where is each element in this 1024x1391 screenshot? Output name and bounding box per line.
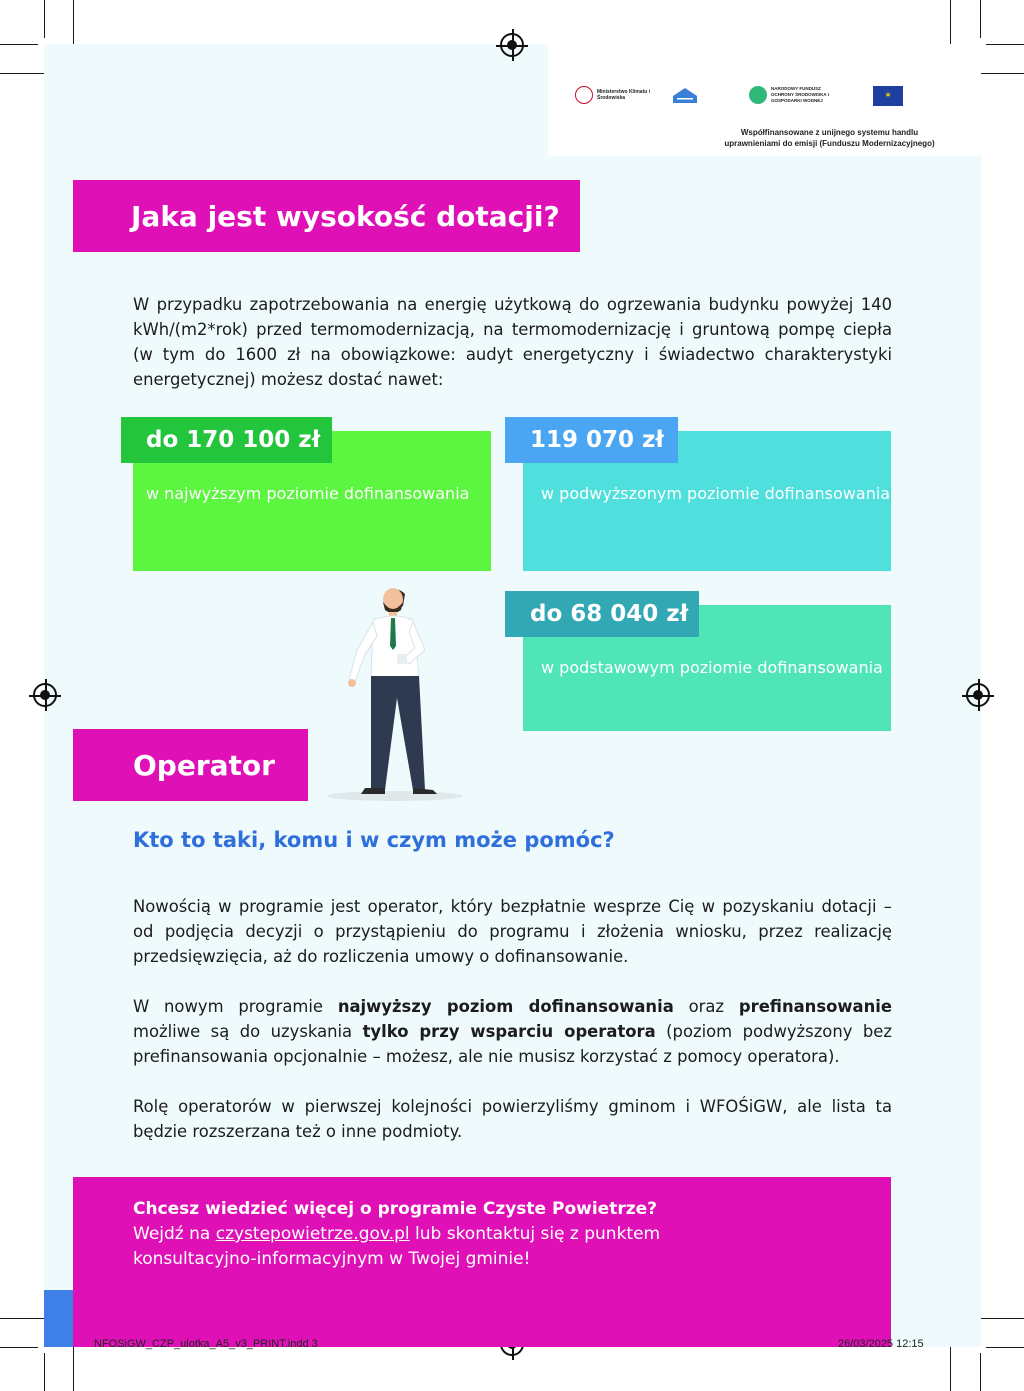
text-run: oraz [673,997,739,1016]
slug-date: 26/03/2025 12:15 [838,1338,924,1350]
operator-paragraph-3: Rolę operatorów w pierwszej kolejności powierzyliśmy gminom i WFOŚiGW, ale lista ta będzie rozszerzana też o inne podmioty. [133,1097,892,1141]
cta-box [73,1177,891,1347]
drop-icon [749,86,767,104]
amount-card-value: do 68 040 zł [505,591,699,637]
amount-card-desc: w podstawowym poziomie dofinansowania [523,605,891,731]
amount-card-desc: w najwyższym poziomie dofinansowania [133,431,491,571]
operator-illustration [325,580,465,802]
crop-mark [0,1347,38,1348]
amount-card-value: 119 070 zł [505,417,678,463]
registration-mark-icon [33,683,57,707]
crop-mark [44,0,45,38]
registration-mark-icon [966,683,990,707]
amount-card-desc: w podwyższonym poziomie dofinansowania [523,431,891,571]
section-title-operator: Operator [73,729,308,801]
text-run: (poziom podwyższony bez prefinansowania opcjonalnie – możesz, ale nie musisz korzystać z pomocy operatora). [133,1022,892,1066]
eagle-icon [575,86,593,104]
bold-text-run: tylko przy wsparciu operatora [362,1022,656,1041]
eu-logo [873,86,903,106]
operator-subtitle: Kto to taki, komu i w czym może pomóc? [133,828,615,852]
fund-logo [749,86,835,104]
sponsor-logos [575,86,915,116]
program-logo [671,86,699,104]
text-run: W nowym programie [133,997,338,1016]
registration-mark-icon [500,33,524,57]
bold-text-run: najwyższy poziom dofinansowania [337,997,674,1016]
operator-paragraph-2 [133,994,892,1069]
crop-mark [986,1347,1024,1348]
cta-title: Chcesz wiedzieć więcej o programie Czyste Powietrze? [133,1199,657,1219]
slug-filename: NFOSiGW_CZP_ulotka_A5_v3_PRINT.indd 3 [94,1338,318,1350]
ministry-name: Ministerstwo Klimatu i Środowiska [597,89,651,101]
bold-text-run: prefinansowanie [738,997,892,1016]
text-run: możliwe są do uzyskania [133,1022,363,1041]
ministry-logo [575,86,655,104]
cofinancing-note: Współfinansowane z unijnego systemu handlu uprawnieniami do emisji (Funduszu Modernizacyjnego) [724,128,935,148]
crop-mark [980,1353,981,1391]
eu-flag-icon: ✶ [873,86,903,106]
page-edge-tab [44,1290,73,1347]
crop-mark [0,44,38,45]
crop-mark [986,44,1024,45]
website-link[interactable]: czystepowietrze.gov.pl [215,1224,410,1244]
cta-text [133,1222,693,1272]
crop-mark [44,1353,45,1391]
crop-mark [980,0,981,38]
text-run: lub skontaktuj się z punktem konsultacyjno-informacyjnym w Twojej gminie! [133,1224,661,1269]
house-icon [671,86,699,104]
text-run: Wejdź na [133,1224,216,1244]
fund-name: NARODOWY FUNDUSZ OCHRONY ŚRODOWISKA I GOSPODARKI WODNEJ [771,86,830,103]
section-title-subsidy: Jaka jest wysokość dotacji? [73,180,580,252]
intro-paragraph: W przypadku zapotrzebowania na energię użytkową do ogrzewania budynku powyżej 140 kWh/(m2*rok) przed termomodernizacją, na termomodernizację i gruntową pompę ciepła (w tym do 1600 zł na obowiązkowe: audyt energetyczny i świadectwo charakterystyki energetycznej) możesz dostać nawet: [133,295,892,389]
operator-paragraph-1: Nowością w programie jest operator, który bezpłatnie wesprze Cię w pozyskaniu dotacji – od podjęcia decyzji o przystąpieniu do programu i złożenia wniosku, przez realizację przedsięwzięcia, aż do rozliczenia umowy o dofinansowanie. [133,897,892,966]
amount-card-value: do 170 100 zł [121,417,332,463]
